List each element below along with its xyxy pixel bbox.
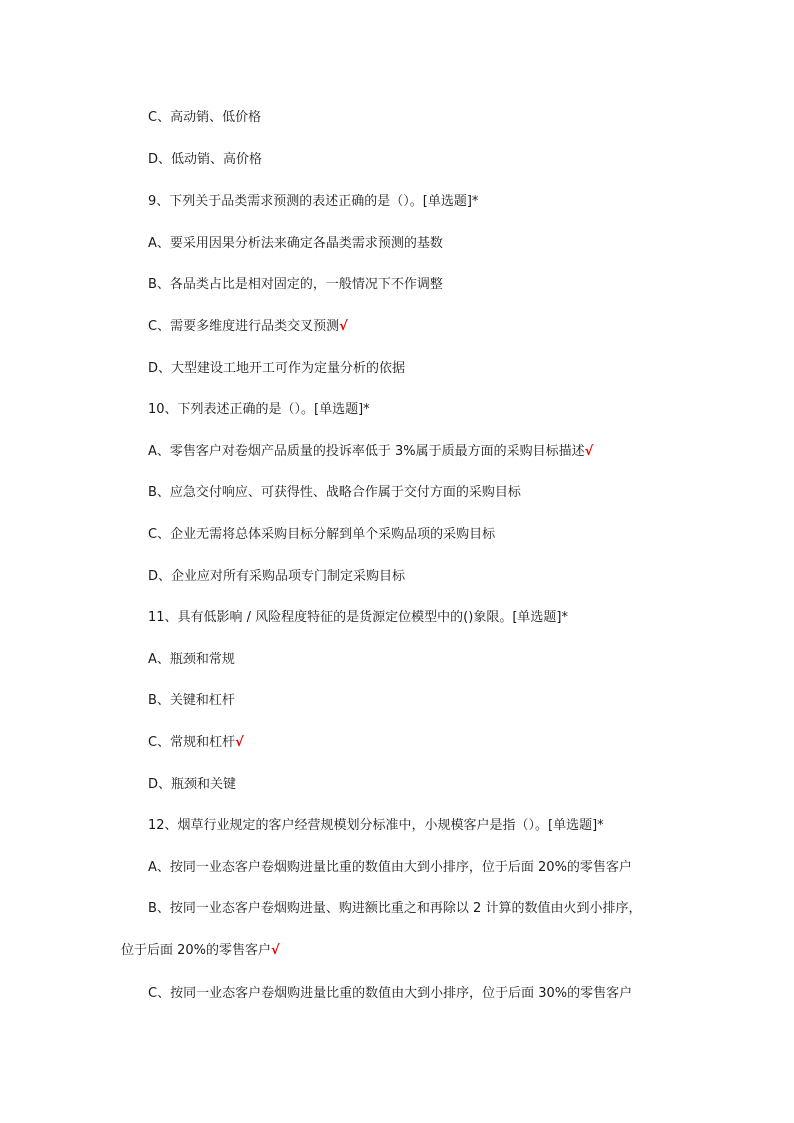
q10-option-b: B、应急交付响应、可获得性、战略合作属于交付方面的采购目标 xyxy=(148,485,521,500)
q12-option-b: B、按同一业态客户卷烟购进量、购进额比重之和再除以 2 计算的数值由火到小排序， xyxy=(148,901,642,916)
q10-option-c: C、企业无需将总体采购目标分解到单个采购品项的采购目标 xyxy=(148,527,496,542)
q10-option-d: D、企业应对所有采购品项专门制定采购目标 xyxy=(148,569,406,584)
q9-option-c: C、需要多维度进行品类交叉预测√ xyxy=(148,319,348,334)
option-d-line: D、低动销、高价格 xyxy=(148,152,263,167)
correct-check-mark: √ xyxy=(271,943,280,958)
q9-option-d: D、大型建设工地开工可作为定量分析的依据 xyxy=(148,361,406,376)
question-10: 10、下列表述正确的是（）。[单选题]* xyxy=(148,402,370,417)
q12-option-c: C、按同一业态客户卷烟购进量比重的数值由大到小排序，位于后面 30%的零售客户 xyxy=(148,986,633,1001)
question-11: 11、具有低影响 / 风险程度特征的是货源定位模型中的()象限。[单选题]* xyxy=(148,610,568,625)
q11-option-a: A、瓶颈和常规 xyxy=(148,652,235,667)
option-c-line: C、高动销、低价格 xyxy=(148,110,262,125)
question-9: 9、下列关于品类需求预测的表述正确的是（）。[单选题]* xyxy=(148,194,479,209)
q11-option-b: B、关键和杠杆 xyxy=(148,693,235,708)
q10-option-a: A、零售客户对卷烟产品质量的投诉率低于 3%属于质最方面的采购目标描述√ xyxy=(148,444,594,459)
q11-option-d: D、瓶颈和关键 xyxy=(148,777,237,792)
correct-check-mark: √ xyxy=(584,444,594,459)
q12-option-b-continued: 位于后面 20%的零售客户√ xyxy=(121,943,280,958)
question-12: 12、烟草行业规定的客户经营规模划分标准中，小规模客户是指（）。[单选题]* xyxy=(148,818,604,833)
q12-option-a: A、按同一业态客户卷烟购进量比重的数值由大到小排序，位于后面 20%的零售客户 xyxy=(148,860,632,875)
q11-option-c: C、常规和杠杆√ xyxy=(148,735,244,750)
correct-check-mark: √ xyxy=(235,735,244,750)
correct-check-mark: √ xyxy=(339,319,348,334)
q9-option-b: B、各品类占比是相对固定的，一般情况下不作调整 xyxy=(148,277,443,292)
q9-option-a: A、要采用因果分析法来确定各晶类需求预测的基数 xyxy=(148,236,443,251)
